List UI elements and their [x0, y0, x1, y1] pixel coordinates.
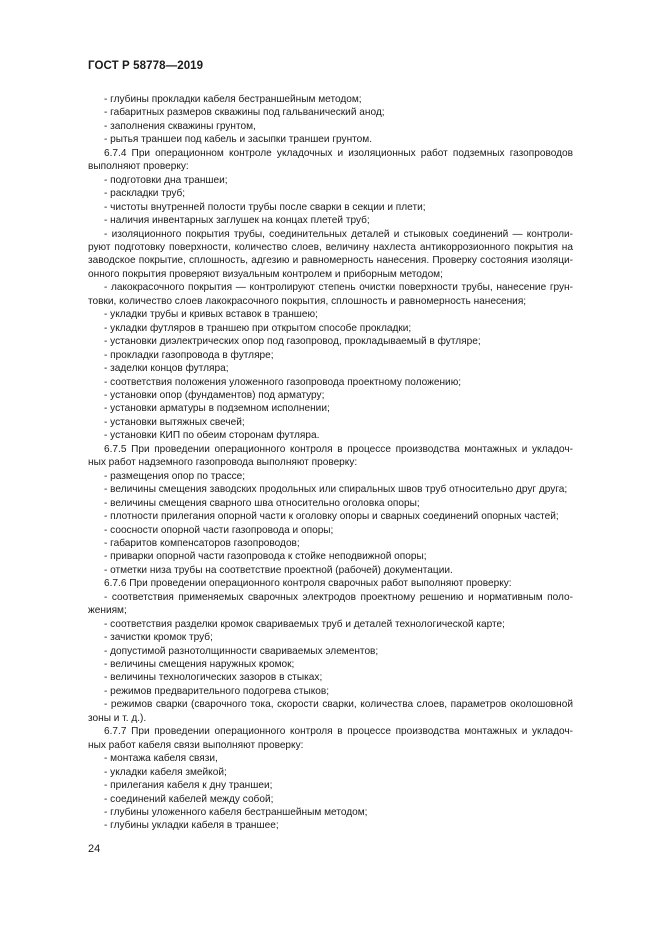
text-line: - лакокрасочного покрытия — контролируют степень очистки поверхности трубы, нанесение грун-: [104, 282, 573, 294]
text-line: - размещения опор по трассе;: [104, 470, 246, 482]
text-line: - габаритов компенсаторов газопроводов;: [104, 537, 300, 549]
text-line: руют подготовку поверхности, количество слоев, величину нахлеста антикоррозионного покрытия на: [88, 241, 573, 253]
text-line: - заделки концов футляра;: [104, 363, 229, 375]
text-line: ных работ надземного газопровода выполняют проверку:: [88, 457, 358, 469]
text-line: - величины технологических зазоров в стыках;: [104, 672, 323, 684]
text-line: - установки арматуры в подземном исполнении;: [104, 403, 330, 415]
text-line: - раскладки труб;: [104, 188, 186, 200]
text-line: - режимов предварительного подогрева стыков;: [104, 685, 330, 697]
text-line: - плотности прилегания опорной части к оголовку опоры и сварных соединений опорных частей;: [104, 511, 559, 523]
text-line: 6.7.5 При проведении операционного контроля в процессе производства монтажных и укладоч-: [104, 443, 573, 455]
text-line: - установки вытяжных свечей;: [104, 416, 245, 428]
text-line: - укладки кабеля змейкой;: [104, 766, 227, 778]
page-number: 24: [88, 843, 101, 855]
document-body: [88, 93, 573, 833]
text-line: жениям;: [88, 605, 127, 617]
text-line: - прилегания кабеля к дну траншеи;: [104, 780, 273, 792]
text-line: - отметки низа трубы на соответствие проектной (рабочей) документации.: [104, 564, 453, 576]
text-line: - габаритных размеров скважины под гальванический анод;: [104, 107, 385, 119]
text-line: ных работ кабеля связи выполняют проверку:: [88, 739, 304, 751]
text-line: - укладки футляров в траншею при открытом способе прокладки;: [104, 322, 412, 334]
text-line: - соответствия применяемых сварочных электродов проектному решению и нормативным поло-: [104, 591, 573, 603]
text-line: - подготовки дна траншеи;: [104, 174, 228, 186]
text-line: - величины смещения наружных кромок;: [104, 659, 295, 671]
text-line: - монтажа кабеля связи,: [104, 753, 218, 765]
text-line: - величины смещения заводских продольных или спиральных швов труб относительно друг друга;: [104, 484, 568, 496]
text-line: - режимов сварки (сварочного тока, скорости сварки, количества слоев, параметров околошовной: [104, 699, 573, 711]
text-line: - чистоты внутренней полости трубы после сварки в секции и плети;: [104, 201, 426, 213]
text-line: - установки КИП по обеим сторонам футляра.: [104, 430, 320, 442]
text-line: - прокладки газопровода в футляре;: [104, 349, 274, 361]
document-header: ГОСТ Р 58778—2019: [88, 60, 204, 72]
text-line: - величины смещения сварного шва относительно оголовка опоры;: [104, 497, 420, 509]
text-line: онного покрытия проверяют визуальным контролем и приборным методом;: [88, 268, 443, 280]
text-line: 6.7.7 При проведении операционного контроля в процессе производства монтажных и укладоч-: [104, 726, 573, 738]
text-line: 6.7.6 При проведении операционного контроля сварочных работ выполняют проверку:: [104, 578, 512, 590]
text-line: - глубины укладки кабеля в траншее;: [104, 820, 279, 832]
text-line: - укладки трубы и кривых вставок в траншею;: [104, 309, 318, 321]
text-line: 6.7.4 При операционном контроле укладочных и изоляционных работ подземных газопроводов: [104, 147, 573, 159]
text-line: зоны и т. д.).: [88, 712, 147, 724]
text-line: - установки диэлектрических опор под газопровод, прокладываемый в футляре;: [104, 336, 481, 348]
text-line: - соответствия положения уложенного газопровода проектному положению;: [104, 376, 462, 388]
text-line: - изоляционного покрытия трубы, соединительных деталей и стыковых соединений — контроли-: [104, 228, 573, 240]
text-line: - глубины прокладки кабеля бестраншейным методом;: [104, 94, 362, 105]
text-line: - приварки опорной части газопровода к стойке неподвижной опоры;: [104, 551, 427, 563]
text-line: - глубины уложенного кабеля бестраншейным методом;: [104, 807, 368, 819]
text-line: заводское покрытие, сплошность, адгезию и равномерность нанесения. Проверку состояния изоляци-: [88, 255, 573, 267]
text-line: - рытья траншеи под кабель и засыпки траншеи грунтом.: [104, 134, 373, 146]
text-line: - соединений кабелей между собой;: [104, 793, 274, 805]
text-line: - заполнения скважины грунтом,: [104, 120, 256, 132]
text-line: - допустимой разнотолщинности свариваемых элементов;: [104, 645, 379, 657]
text-line: выполняют проверку:: [88, 161, 189, 173]
text-line: товки, количество слоев лакокрасочного покрытия, сплошность и равномерность нанесения;: [88, 295, 527, 307]
text-line: - наличия инвентарных заглушек на концах плетей труб;: [104, 215, 370, 227]
text-line: - соосности опорной части газопровода и опоры;: [104, 524, 334, 536]
text-line: - соответствия разделки кромок свариваемых труб и деталей технологической карте;: [104, 618, 505, 630]
text-line: - установки опор (фундаментов) под арматуру;: [104, 389, 325, 401]
text-line: - зачистки кромок труб;: [104, 632, 213, 644]
